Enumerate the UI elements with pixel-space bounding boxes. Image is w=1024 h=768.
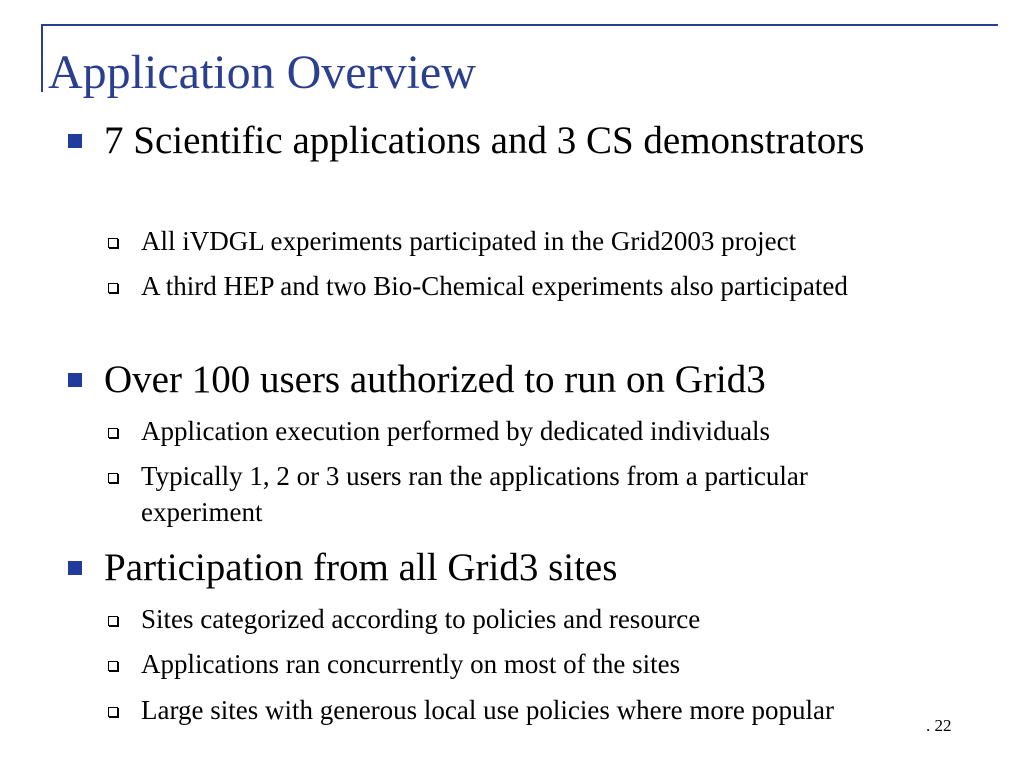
hollow-square-bullet-icon bbox=[108, 283, 118, 293]
sub-bullet-item-1-2 bbox=[141, 268, 901, 304]
sub-bullet-text: All iVDGL experiments participated in the Grid2003 project bbox=[141, 226, 797, 256]
sub-bullet-text: Typically 1, 2 or 3 users ran the applications from a particular experiment bbox=[141, 461, 808, 527]
sub-bullet-text: Sites categorized according to policies and resource bbox=[141, 604, 701, 634]
sub-bullet-item-2-2 bbox=[141, 458, 881, 530]
sub-bullet-item-1-1 bbox=[141, 223, 971, 259]
hollow-square-bullet-icon bbox=[108, 238, 118, 248]
hollow-square-bullet-icon bbox=[108, 473, 118, 483]
sub-bullet-text: Large sites with generous local use policies where more popular bbox=[141, 695, 835, 725]
hollow-square-bullet-icon bbox=[108, 616, 118, 626]
sub-bullet-item-3-2 bbox=[141, 646, 971, 682]
slide-title: Application Overview bbox=[48, 46, 476, 99]
bullet-text: Participation from all Grid3 sites bbox=[104, 546, 618, 589]
sub-bullet-text: Application execution performed by dedicated individuals bbox=[141, 416, 771, 446]
sub-bullet-text: Applications ran concurrently on most of the sites bbox=[141, 649, 681, 679]
sub-bullet-text: A third HEP and two Bio-Chemical experiments also participated bbox=[141, 271, 848, 301]
bullet-item-2 bbox=[104, 357, 924, 403]
hollow-square-bullet-icon bbox=[108, 428, 118, 438]
bullet-text: 7 Scientific applications and 3 CS demonstrators bbox=[104, 119, 865, 162]
title-frame-left-line bbox=[41, 24, 43, 92]
hollow-square-bullet-icon bbox=[108, 661, 118, 671]
hollow-square-bullet-icon bbox=[108, 707, 118, 717]
square-bullet-icon bbox=[68, 134, 82, 148]
title-frame-top-line bbox=[41, 24, 998, 26]
page-number: . 22 bbox=[926, 716, 952, 735]
sub-bullet-item-3-3 bbox=[141, 692, 916, 728]
bullet-item-1 bbox=[104, 118, 924, 164]
bullet-text: Over 100 users authorized to run on Grid3 bbox=[104, 358, 766, 401]
square-bullet-icon bbox=[68, 373, 82, 387]
sub-bullet-item-3-1 bbox=[141, 601, 971, 637]
sub-bullet-item-2-1 bbox=[141, 413, 971, 449]
square-bullet-icon bbox=[68, 561, 82, 575]
bullet-item-3 bbox=[104, 545, 924, 591]
